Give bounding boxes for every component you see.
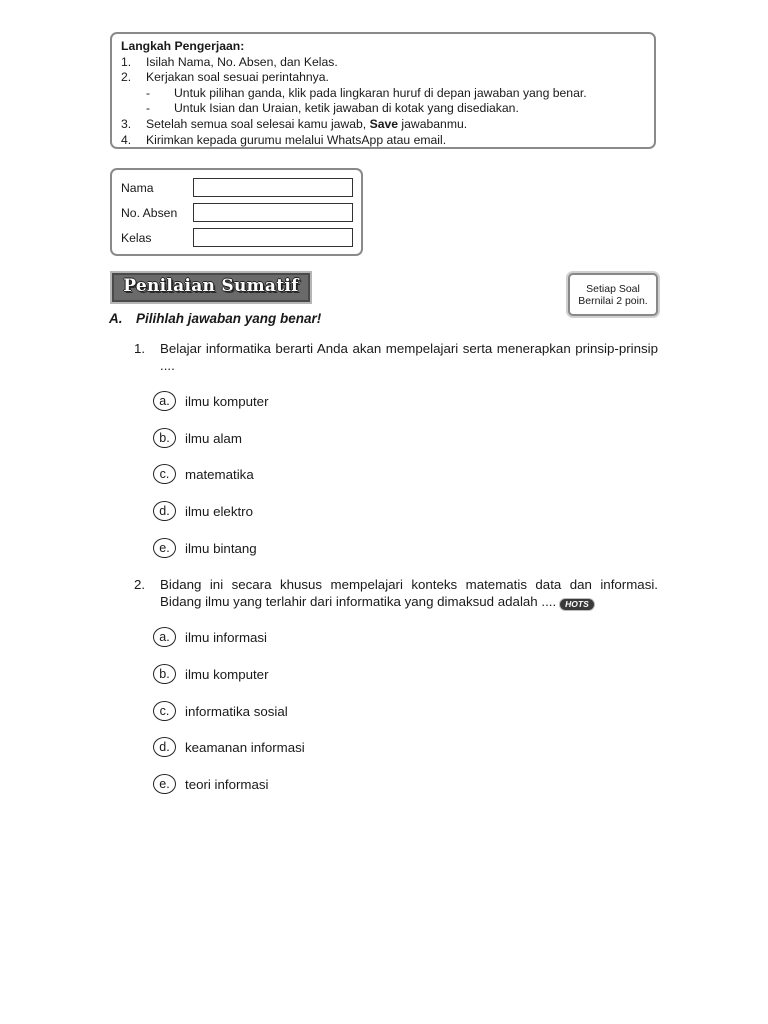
step-text-after: jawabanmu. [398,116,468,131]
question-2 [134,577,658,611]
option-circle[interactable]: b. [153,664,176,684]
q1-option-c[interactable] [153,463,254,485]
kelas-input[interactable] [193,228,353,247]
points-box [568,273,658,316]
option-circle[interactable]: a. [153,627,176,647]
absen-row [121,202,353,223]
option-circle[interactable]: d. [153,737,176,757]
question-number: 1. [134,341,146,356]
step-number: 2. [121,70,132,85]
q1-option-e[interactable] [153,537,257,559]
step-number: 1. [121,54,132,69]
kelas-label: Kelas [121,230,152,245]
q1-option-b[interactable] [153,427,242,449]
q2-option-e[interactable] [153,773,269,795]
instruction-step [121,70,645,86]
instruction-step [121,133,645,149]
option-circle[interactable]: e. [153,538,176,558]
name-input[interactable] [193,178,353,197]
option-text: ilmu bintang [185,540,257,556]
instructions-title: Langkah Pengerjaan: [121,39,245,53]
option-text: keamanan informasi [185,739,305,755]
option-circle[interactable]: b. [153,428,176,448]
step-text [146,117,467,133]
option-text: ilmu komputer [185,666,269,682]
section-banner [110,271,312,304]
save-keyword: Save [369,116,399,131]
question-text [160,577,658,611]
option-text: ilmu elektro [185,503,253,519]
option-text: ilmu informasi [185,629,268,645]
step-text: Kerjakan soal sesuai perintahnya. [146,70,329,85]
question-text: Belajar informatika berarti Anda akan mempelajari serta menerapkan prinsip-prinsip .... [160,341,658,373]
section-letter: A. [109,311,123,326]
option-text: matematika [185,466,254,482]
kelas-row [121,227,353,248]
q1-option-a[interactable] [153,390,269,412]
q2-option-b[interactable] [153,663,269,685]
q2-option-d[interactable] [153,736,305,758]
step-text: Isilah Nama, No. Absen, dan Kelas. [146,54,338,69]
absen-input[interactable] [193,203,353,222]
substep-dash: - [146,85,151,100]
section-title: Pilihlah jawaban yang benar! [136,311,322,326]
points-line-2: Bernilai 2 poin. [578,295,648,307]
option-text: teori informasi [185,776,269,792]
substep-text: Untuk pilihan ganda, klik pada lingkaran huruf di depan jawaban yang benar. [174,85,587,100]
option-circle[interactable]: c. [153,701,176,721]
question-body: Bidang ini secara khusus mempelajari konteks matematis data dan informasi. Bidang ilmu yang terlahir dari informatika yang dimaksud adalah .... [160,577,658,609]
instructions-box [110,32,656,149]
option-circle[interactable]: e. [153,774,176,794]
step-text: Kirimkan kepada gurumu melalui WhatsApp atau email. [146,132,447,147]
instruction-substep [121,86,645,102]
instruction-substep [121,101,645,117]
substep-dash: - [146,101,151,116]
instruction-step [121,55,645,71]
step-number: 3. [121,116,132,131]
option-circle[interactable]: d. [153,501,176,521]
points-line-1: Setiap Soal [586,283,640,295]
name-label: Nama [121,180,154,195]
option-text: informatika sosial [185,703,288,719]
option-text: ilmu alam [185,430,242,446]
step-text-before: Setelah semua soal selesai kamu jawab, [146,116,370,131]
banner-title: Penilaian Sumatif [123,276,299,296]
instruction-step [121,117,645,133]
option-circle[interactable]: c. [153,464,176,484]
question-1 [134,341,658,374]
hots-badge: HOTS [559,598,595,611]
identity-form [110,168,363,256]
q2-option-c[interactable] [153,700,288,722]
substep-text: Untuk Isian dan Uraian, ketik jawaban di kotak yang disediakan. [174,101,519,116]
option-circle[interactable]: a. [153,391,176,411]
option-text: ilmu komputer [185,393,269,409]
name-row [121,177,353,198]
absen-label: No. Absen [121,205,178,220]
question-number: 2. [134,577,146,592]
step-number: 4. [121,132,132,147]
section-heading [109,311,321,326]
q2-option-a[interactable] [153,626,267,648]
q1-option-d[interactable] [153,500,253,522]
